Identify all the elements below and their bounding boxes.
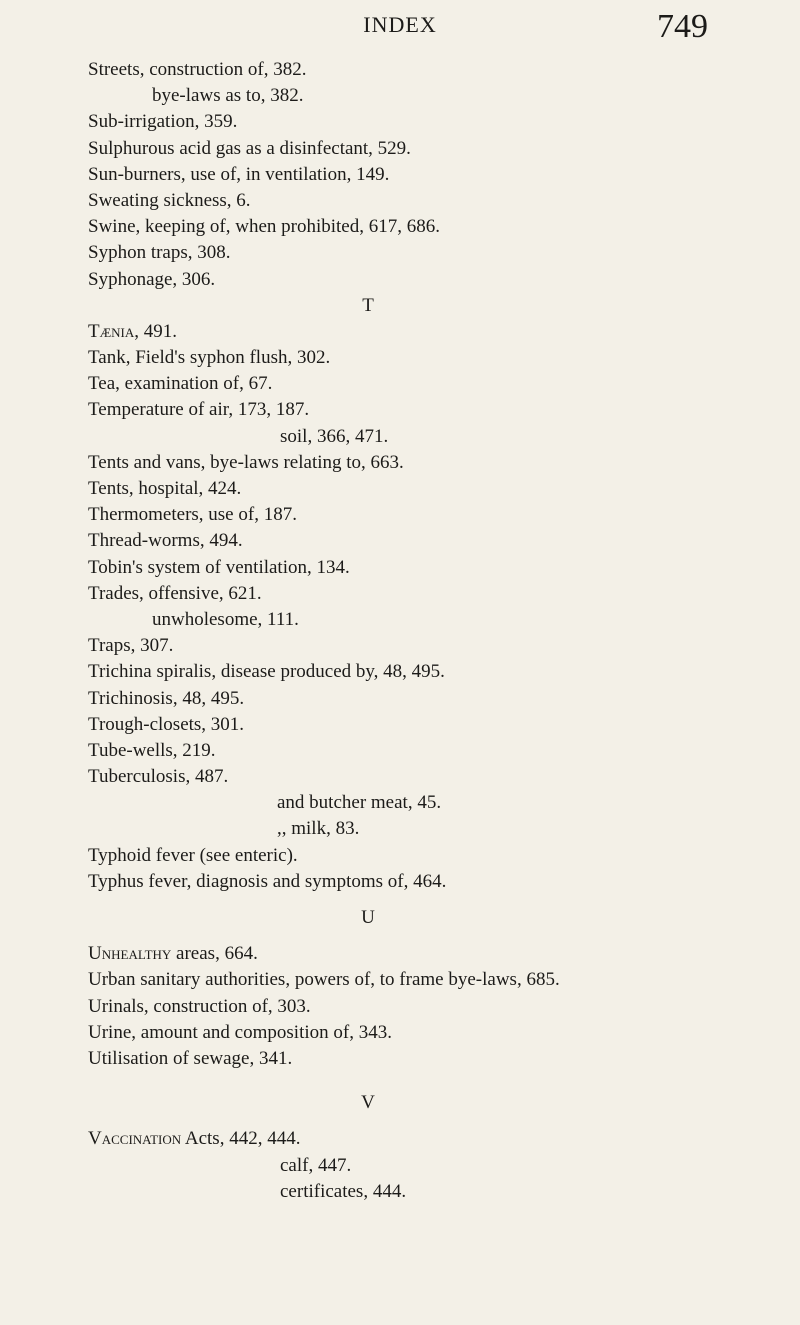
index-entry: Tube-wells, 219.	[88, 739, 216, 761]
index-subentry: bye-laws as to, 382.	[152, 85, 304, 107]
entry-rest: , 491.	[134, 320, 178, 342]
index-entry: Thermometers, use of, 187.	[88, 504, 297, 526]
index-entry	[88, 941, 788, 967]
index-entry: Sub-irrigation, 359.	[88, 111, 238, 133]
index-entry: Trichinosis, 48, 495.	[88, 687, 245, 709]
index-entry: Typhus fever, diagnosis and symptoms of, 464.	[88, 870, 447, 892]
index-entry: Trades, offensive, 621.	[88, 582, 262, 604]
section-letter-u: U	[361, 907, 375, 928]
entry-lead-smallcaps: Tænia	[88, 320, 135, 342]
index-subentry: certificates, 444.	[280, 1180, 407, 1202]
index-subentry: soil, 366, 471.	[280, 425, 389, 447]
index-entry: Tank, Field's syphon flush, 302.	[88, 347, 331, 369]
index-entry: Temperature of air, 173, 187.	[88, 399, 310, 421]
index-subentry: ,, milk, 83.	[277, 818, 360, 840]
index-entry: Syphon traps, 308.	[88, 242, 231, 264]
index-entry: Urinals, construction of, 303.	[88, 995, 311, 1017]
running-header: INDEX	[363, 12, 437, 37]
index-subentry: unwholesome, 111.	[152, 608, 299, 630]
index-entry: Tobin's system of ventilation, 134.	[88, 556, 350, 578]
entry-lead-smallcaps: Vaccination	[88, 1128, 182, 1150]
entry-lead-smallcaps: Unhealthy	[88, 943, 172, 965]
index-entry	[88, 319, 788, 345]
entry-rest: Acts, 442, 444.	[181, 1128, 301, 1150]
index-entry: Traps, 307.	[88, 635, 174, 657]
index-entry: Tents and vans, bye-laws relating to, 663.	[88, 451, 404, 473]
index-entry: Urine, amount and composition of, 343.	[88, 1021, 392, 1043]
index-entry: Thread-worms, 494.	[88, 530, 243, 552]
index-entry: Streets, construction of, 382.	[88, 59, 307, 80]
entry-rest: areas, 664.	[171, 943, 258, 965]
index-entry: Swine, keeping of, when prohibited, 617, 686.	[88, 216, 440, 238]
index-entry: Sweating sickness, 6.	[88, 189, 251, 211]
index-entry	[88, 1126, 788, 1152]
index-entry: Sun-burners, use of, in ventilation, 149.	[88, 163, 390, 185]
index-entry: Syphonage, 306.	[88, 268, 216, 290]
index-subentry: calf, 447.	[280, 1154, 352, 1176]
index-entry: Sulphurous acid gas as a disinfectant, 529.	[88, 137, 411, 159]
index-entry: Trough-closets, 301.	[88, 713, 245, 735]
index-subentry: and butcher meat, 45.	[277, 792, 442, 814]
index-entry: Tuberculosis, 487.	[88, 766, 229, 788]
section-letter-t: T	[362, 294, 374, 316]
page-number: 749	[657, 8, 708, 45]
index-entry: Tea, examination of, 67.	[88, 373, 273, 395]
index-entry: Utilisation of sewage, 341.	[88, 1047, 293, 1069]
section-letter-v: V	[361, 1092, 375, 1114]
index-entry: Trichina spiralis, disease produced by, 48, 495.	[88, 661, 445, 683]
index-entry: Tents, hospital, 424.	[88, 478, 242, 499]
index-entry: Typhoid fever (see enteric).	[88, 844, 298, 866]
index-body	[88, 57, 788, 1205]
index-entry: Urban sanitary authorities, powers of, to frame bye-laws, 685.	[88, 969, 560, 991]
